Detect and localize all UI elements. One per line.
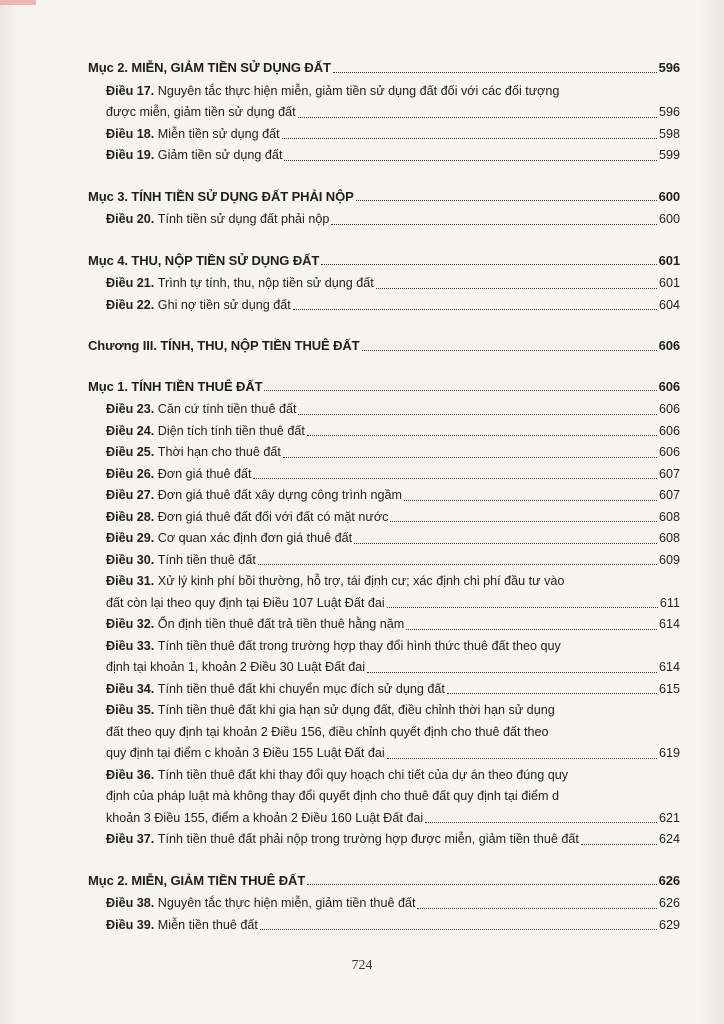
- dot-leader: [367, 672, 657, 673]
- toc-section: [88, 250, 680, 317]
- entry-row: [106, 273, 680, 295]
- dot-leader: [447, 693, 657, 694]
- article-number: Điều 29.: [106, 531, 158, 545]
- toc-entry[interactable]: [88, 442, 680, 464]
- toc-entry[interactable]: [88, 528, 680, 550]
- dot-leader: [282, 138, 657, 139]
- entry-label: [106, 893, 415, 915]
- section-heading: Mục 1. TÍNH TIỀN THUÊ ĐẤT: [88, 378, 263, 394]
- entry-row: [106, 808, 680, 830]
- entry-page-number: 601: [658, 276, 680, 290]
- dot-leader: [417, 908, 657, 909]
- dot-leader: [283, 457, 657, 458]
- entry-label: [106, 273, 374, 295]
- toc-entry[interactable]: [88, 550, 680, 572]
- entry-text-line: [106, 636, 680, 658]
- article-number: Điều 23.: [106, 402, 158, 416]
- section-heading-row[interactable]: [88, 186, 680, 208]
- entry-row: [106, 124, 680, 146]
- entry-row: [106, 102, 680, 124]
- entry-label: [106, 593, 385, 615]
- entry-row: [106, 507, 680, 529]
- entry-page-number: 607: [658, 466, 680, 481]
- toc-entry[interactable]: [88, 700, 680, 765]
- dot-leader: [581, 844, 657, 845]
- toc-entry[interactable]: [88, 614, 680, 636]
- entry-page-number: 600: [658, 212, 680, 226]
- entry-text-line: [106, 700, 680, 722]
- toc-entry[interactable]: [88, 209, 680, 231]
- entry-row: [106, 593, 680, 615]
- dot-leader: [333, 72, 657, 73]
- entry-title: Giảm tiền sử dụng đất: [157, 148, 283, 162]
- dot-leader: [307, 884, 656, 885]
- entry-label: [106, 145, 282, 167]
- toc-entry[interactable]: [88, 507, 680, 529]
- toc-entry[interactable]: [88, 571, 680, 614]
- dot-leader: [425, 822, 657, 823]
- section-heading: Mục 2. MIỄN, GIẢM TIỀN SỬ DỤNG ĐẤT: [88, 60, 331, 75]
- entry-text-block: [106, 765, 680, 808]
- section-heading: Mục 3. TÍNH TIỀN SỬ DỤNG ĐẤT PHẢI NỘP: [88, 188, 354, 204]
- entry-page-number: 609: [658, 552, 680, 567]
- dot-leader: [356, 200, 657, 201]
- entry-label: [106, 808, 423, 830]
- entry-page-number: 606: [658, 423, 680, 438]
- entry-label: [106, 295, 291, 317]
- section-heading: Chương III. TÍNH, THU, NỘP TIỀN THUÊ ĐẤT: [88, 338, 360, 353]
- toc-entry[interactable]: [88, 295, 680, 317]
- entry-row: [106, 657, 680, 679]
- entry-label: [106, 657, 365, 679]
- dot-leader: [260, 929, 657, 930]
- entry-label: [106, 442, 281, 464]
- entry-row: [106, 399, 680, 421]
- toc-section: [88, 186, 680, 231]
- article-number: Điều 32.: [106, 617, 158, 631]
- article-number: Điều 20.: [106, 212, 158, 226]
- entry-page-number: 608: [658, 531, 680, 545]
- entry-text-line: [106, 765, 680, 787]
- dot-leader: [406, 629, 657, 630]
- article-number: Điều 18.: [106, 126, 158, 141]
- entry-page-number: 599: [658, 148, 680, 162]
- entry-title: Miễn tiền sử dụng đất: [157, 126, 280, 141]
- entry-text-line: [106, 786, 680, 808]
- dot-leader: [387, 758, 657, 759]
- article-number: Điều 17.: [106, 83, 158, 98]
- article-number: Điều 38.: [106, 896, 158, 910]
- entry-text-block: [106, 636, 680, 658]
- dot-leader: [331, 224, 657, 225]
- toc-entry[interactable]: [88, 399, 680, 421]
- entry-label: [106, 209, 329, 231]
- dot-leader: [298, 117, 657, 118]
- entry-label: [106, 507, 388, 529]
- dot-leader: [284, 160, 657, 161]
- entry-title: Cơ quan xác định đơn giá thuê đất: [157, 531, 353, 545]
- section-heading-row[interactable]: [88, 250, 680, 272]
- entry-title: được miễn, giảm tiền sử dụng đất: [106, 105, 296, 119]
- entry-page-number: 619: [658, 746, 680, 760]
- entry-row: [106, 915, 680, 937]
- toc-section: [88, 57, 680, 167]
- entry-label: [106, 399, 296, 421]
- dot-leader: [307, 435, 657, 436]
- entry-page-number: 608: [658, 509, 680, 524]
- dot-leader: [376, 288, 657, 289]
- toc-entry[interactable]: [88, 81, 680, 124]
- dot-leader: [321, 264, 656, 265]
- entry-text-line: [106, 571, 680, 593]
- section-page-number: 606: [658, 378, 680, 394]
- toc-entry[interactable]: [88, 421, 680, 443]
- article-number: Điều 31.: [106, 574, 158, 588]
- entry-page-number: 614: [658, 617, 680, 631]
- article-number: Điều 21.: [106, 276, 158, 290]
- entry-label: [106, 485, 402, 507]
- entry-text-block: [106, 571, 680, 593]
- entry-page-number: 596: [658, 105, 680, 119]
- toc-entry[interactable]: [88, 485, 680, 507]
- entry-title: Thời hạn cho thuê đất: [157, 445, 281, 459]
- entry-row: [106, 421, 680, 443]
- article-number: Điều 35.: [106, 703, 158, 717]
- toc-entry[interactable]: [88, 145, 680, 167]
- entry-text-block: [106, 700, 680, 743]
- entry-row: [106, 829, 680, 851]
- section-page-number: 606: [658, 338, 680, 353]
- entry-title: Đơn giá thuê đất xây dựng công trình ngầm: [157, 488, 403, 502]
- section-heading: Mục 2. MIỄN, GIẢM TIỀN THUÊ ĐẤT: [88, 872, 306, 888]
- entry-label: [106, 614, 404, 636]
- entry-title: Tính tiền thuê đất: [157, 552, 256, 567]
- entry-row: [106, 145, 680, 167]
- entry-row: [106, 893, 680, 915]
- entry-page-number: 598: [658, 126, 680, 141]
- entry-title: đất còn lại theo quy định tại Điều 107 Luật Đất đai: [106, 595, 385, 610]
- dot-leader: [362, 350, 657, 351]
- entry-text-line: [106, 722, 680, 744]
- entry-title: Tính tiền thuê đất khi thay đổi quy hoạch chi tiết của dự án theo đúng quy: [157, 767, 569, 782]
- entry-row: [106, 209, 680, 231]
- toc-entry[interactable]: [88, 893, 680, 915]
- entry-page-number: 614: [658, 660, 680, 674]
- section-page-number: 626: [658, 872, 680, 888]
- toc-entry[interactable]: [88, 273, 680, 295]
- article-number: Điều 25.: [106, 445, 158, 459]
- toc-entry[interactable]: [88, 636, 680, 679]
- dot-leader: [258, 564, 657, 565]
- entry-row: [106, 464, 680, 486]
- article-number: Điều 24.: [106, 423, 158, 438]
- entry-row: [106, 550, 680, 572]
- entry-page-number: 626: [658, 896, 680, 910]
- dot-leader: [404, 500, 657, 501]
- section-page-number: 596: [658, 60, 680, 75]
- entry-page-number: 607: [658, 488, 680, 502]
- article-number: Điều 28.: [106, 509, 158, 524]
- toc-entry[interactable]: [88, 829, 680, 851]
- entry-row: [106, 528, 680, 550]
- entry-title: định tại khoản 1, khoản 2 Điều 30 Luật Đất đai: [106, 660, 366, 674]
- entry-label: [106, 915, 258, 937]
- entry-title: đất theo quy định tại khoản 2 Điều 156, điều chỉnh quyết định cho thuê đất theo: [106, 724, 549, 739]
- toc-entry[interactable]: [88, 915, 680, 937]
- entry-title: Miễn tiền thuê đất: [157, 917, 258, 932]
- entry-title: Nguyên tắc thực hiện miễn, giảm tiền sử dụng đất đối với các đối tượng: [157, 83, 560, 98]
- entry-row: [106, 442, 680, 464]
- entry-page-number: 615: [658, 681, 680, 696]
- entry-label: [106, 102, 296, 124]
- section-heading: Mục 4. THU, NỘP TIỀN SỬ DỤNG ĐẤT: [88, 252, 320, 268]
- entry-row: [106, 485, 680, 507]
- article-number: Điều 33.: [106, 638, 158, 653]
- entry-title: Ghi nợ tiền sử dụng đất: [157, 297, 291, 312]
- entry-title: Tính tiền sử dụng đất phải nộp: [157, 212, 330, 226]
- entry-label: [106, 464, 251, 486]
- section-heading-row[interactable]: [88, 57, 680, 79]
- toc-section: [88, 335, 680, 357]
- entry-title: quy định tại điểm c khoản 3 Điều 155 Luật Đất đai: [106, 746, 385, 760]
- entry-page-number: 606: [658, 445, 680, 459]
- article-number: Điều 19.: [106, 148, 158, 162]
- page-number: 724: [351, 958, 373, 973]
- entry-row: [106, 614, 680, 636]
- entry-title: Đơn giá thuê đất: [157, 466, 252, 481]
- entry-title: Nguyên tắc thực hiện miễn, giảm tiền thuê đất: [157, 896, 416, 910]
- toc-section: [88, 376, 680, 851]
- dot-leader: [264, 390, 656, 391]
- article-number: Điều 37.: [106, 832, 158, 846]
- entry-page-number: 629: [658, 917, 680, 932]
- page-edge-mark: [0, 0, 36, 5]
- dot-leader: [293, 309, 657, 310]
- entry-page-number: 624: [658, 832, 680, 846]
- article-number: Điều 22.: [106, 297, 158, 312]
- dot-leader: [354, 543, 657, 544]
- entry-page-number: 611: [659, 595, 680, 610]
- dot-leader: [390, 521, 657, 522]
- entry-text-line: [106, 81, 680, 103]
- toc-section: [88, 870, 680, 937]
- entry-label: [106, 829, 579, 851]
- entry-title: Xử lý kinh phí bồi thường, hỗ trợ, tái định cư; xác định chi phí đầu tư vào: [157, 574, 565, 588]
- entry-row: [106, 743, 680, 765]
- dot-leader: [253, 478, 657, 479]
- entry-page-number: 621: [658, 810, 680, 825]
- entry-title: Ổn định tiền thuê đất trả tiền thuê hằng năm: [157, 617, 405, 631]
- entry-title: Tính tiền thuê đất phải nộp trong trường hợp được miễn, giảm tiền thuê đất: [157, 832, 579, 846]
- toc-entry[interactable]: [88, 679, 680, 701]
- entry-page-number: 604: [658, 297, 680, 312]
- entry-title: Tính tiền thuê đất trong trường hợp thay đổi hình thức thuê đất theo quy: [157, 638, 561, 653]
- entry-title: Đơn giá thuê đất đối với đất có mặt nước: [157, 509, 389, 524]
- entry-title: định của pháp luật mà không thay đổi quyết định cho thuê đất quy định tại điểm d: [106, 789, 559, 803]
- article-number: Điều 27.: [106, 488, 158, 502]
- entry-row: [106, 679, 680, 701]
- entry-label: [106, 421, 305, 443]
- entry-label: [106, 528, 352, 550]
- entry-row: [106, 295, 680, 317]
- section-heading-row[interactable]: [88, 335, 680, 357]
- section-heading-row[interactable]: [88, 376, 680, 398]
- entry-text-block: [106, 81, 680, 103]
- entry-title: khoản 3 Điều 155, điểm a khoản 2 Điều 160 Luật Đất đai: [106, 810, 424, 825]
- entry-title: Diện tích tính tiền thuê đất: [157, 423, 305, 438]
- article-number: Điều 36.: [106, 767, 158, 782]
- section-heading-row[interactable]: [88, 870, 680, 892]
- entry-page-number: 606: [658, 402, 680, 416]
- entry-title: Tính tiền thuê đất khi chuyển mục đích sử dụng đất: [157, 681, 445, 696]
- section-page-number: 600: [658, 188, 680, 204]
- article-number: Điều 26.: [106, 466, 158, 481]
- entry-label: [106, 550, 256, 572]
- entry-label: [106, 743, 385, 765]
- dot-leader: [387, 607, 658, 608]
- article-number: Điều 39.: [106, 917, 158, 932]
- entry-label: [106, 679, 445, 701]
- toc-entry[interactable]: [88, 464, 680, 486]
- entry-title: Tính tiền thuê đất khi gia hạn sử dụng đất, điều chỉnh thời hạn sử dụng: [157, 703, 555, 717]
- toc-entry[interactable]: [88, 765, 680, 830]
- entry-label: [106, 124, 280, 146]
- article-number: Điều 30.: [106, 552, 158, 567]
- entry-title: Trình tự tính, thu, nộp tiền sử dụng đất: [157, 276, 374, 290]
- section-page-number: 601: [658, 252, 680, 268]
- entry-title: Căn cứ tính tiền thuê đất: [157, 402, 297, 416]
- dot-leader: [298, 414, 657, 415]
- article-number: Điều 34.: [106, 681, 158, 696]
- toc-entry[interactable]: [88, 124, 680, 146]
- table-of-contents: [88, 57, 680, 936]
